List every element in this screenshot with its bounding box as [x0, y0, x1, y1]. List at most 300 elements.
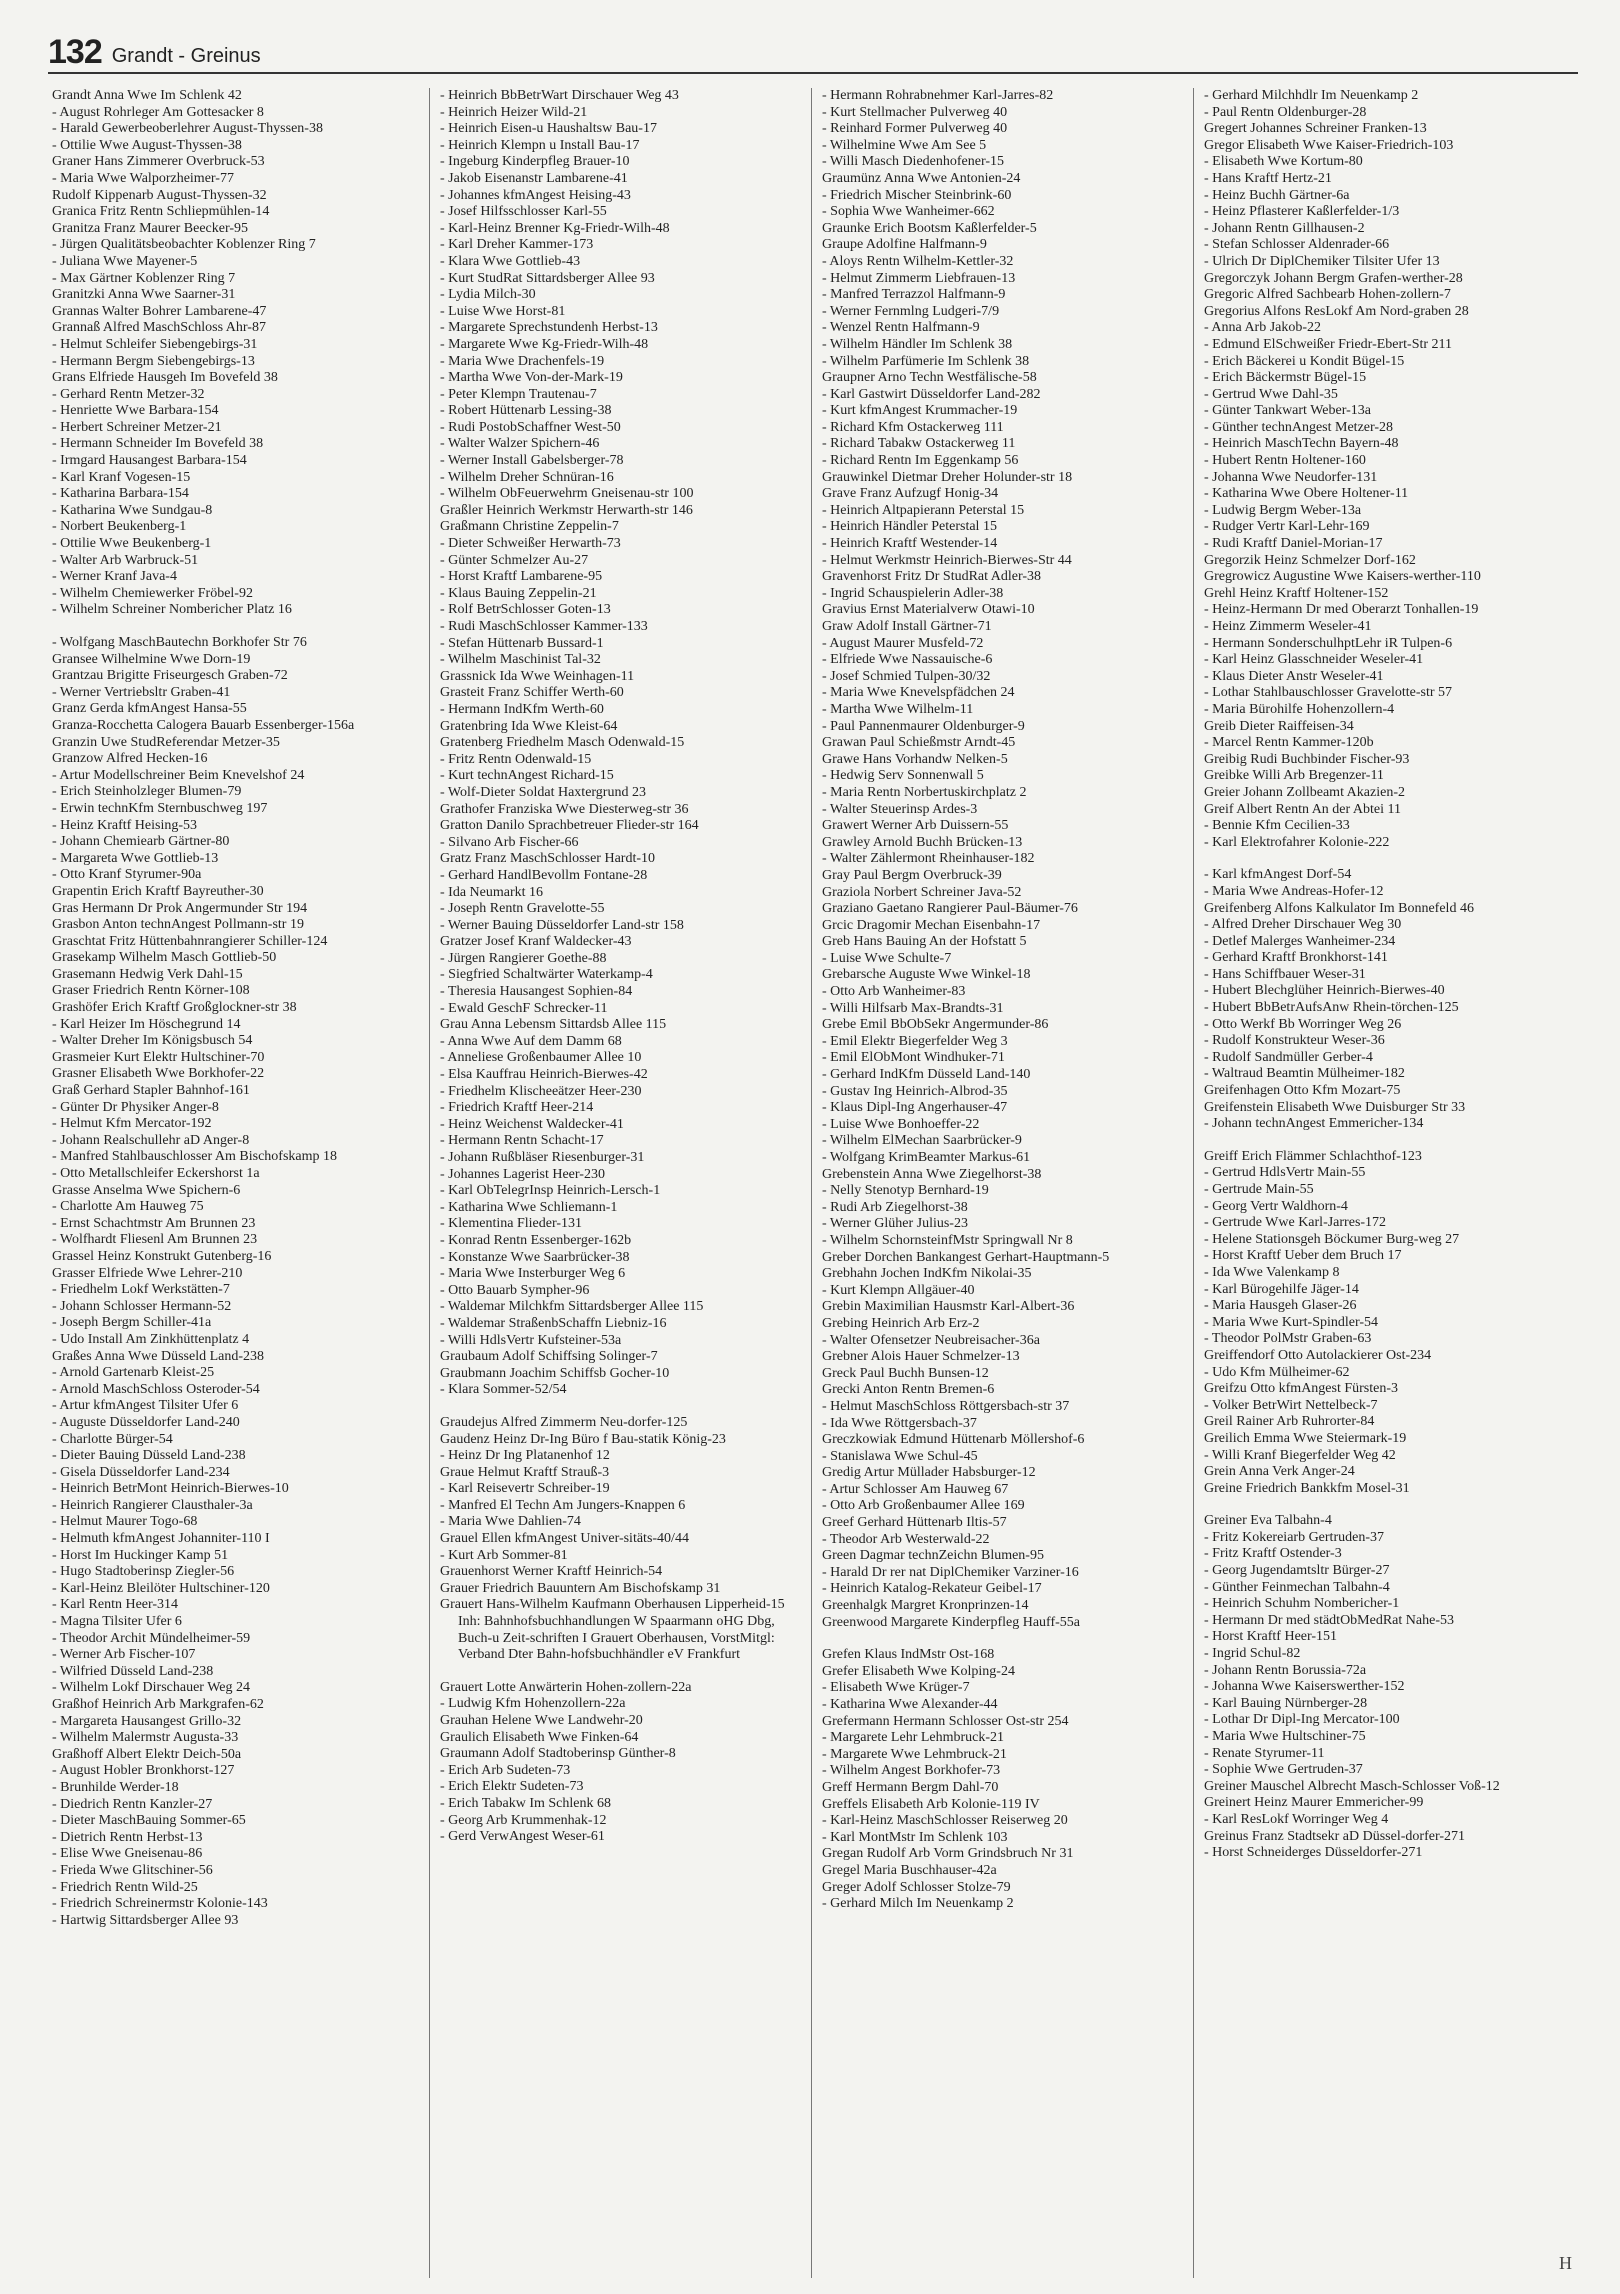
directory-entry: Greiff Erich Flämmer Schlachthof-123	[1204, 1148, 1422, 1164]
directory-entry: Graunke Erich Bootsm Kaßlerfelder-5	[822, 220, 1037, 236]
directory-entry: Granica Fritz Rentn Schliepmühlen-14	[52, 204, 270, 220]
column-3	[812, 88, 1194, 2278]
directory-entry: - Werner Fernmlng Ludgeri-7/9	[822, 303, 1000, 319]
directory-entry: - Charlotte Bürger-54	[52, 1431, 173, 1447]
directory-entry: - Helmut Schleifer Siebengebirgs-31	[52, 336, 258, 352]
directory-entry: - Konstanze Wwe Saarbrücker-38	[440, 1249, 630, 1265]
directory-entry: - Willi Kranf Biegerfelder Weg 42	[1204, 1447, 1396, 1463]
directory-entry: - Wilhelm Dreher Schnüran-16	[440, 469, 614, 485]
directory-entry: - Wilhelm Chemiewerker Fröbel-92	[52, 585, 253, 601]
directory-entry: Graziano Gaetano Rangierer Paul-Bäumer-76	[822, 901, 1078, 917]
directory-entry: - Werner Glüher Julius-23	[822, 1216, 968, 1232]
directory-entry: Greifzu Otto kfmAngest Fürsten-3	[1204, 1381, 1399, 1397]
directory-entry: Greger Adolf Schlosser Stolze-79	[822, 1879, 1011, 1895]
column-2	[430, 88, 812, 2278]
directory-entry: - Elisabeth Wwe Kortum-80	[1204, 154, 1363, 170]
directory-entry: - Rudi Arb Ziegelhorst-38	[822, 1199, 968, 1215]
directory-entry: - Hermann IndKfm Werth-60	[440, 701, 604, 717]
directory-entry: - Johann Rußbläser Riesenburger-31	[440, 1150, 645, 1165]
directory-entry: - Willi HdlsVertr Kufsteiner-53a	[440, 1332, 622, 1348]
directory-entry: Graulich Elisabeth Wwe Finken-64	[440, 1729, 639, 1745]
directory-entry: Gratenbring Ida Wwe Kleist-64	[440, 718, 618, 734]
directory-entry: - Rudolf Konstrukteur Weser-36	[1204, 1033, 1385, 1049]
directory-entry: - Rudi PostobSchaffner West-50	[440, 419, 621, 435]
directory-entry: - Margareta Hausangest Grillo-32	[52, 1713, 242, 1729]
directory-entry: - Ida Wwe Valenkamp 8	[1204, 1264, 1340, 1280]
directory-entry: - Anna Arb Jakob-22	[1204, 320, 1322, 336]
directory-entry: - Elisabeth Wwe Krüger-7	[822, 1680, 970, 1696]
directory-entry: - Heinz Zimmerm Weseler-41	[1204, 619, 1372, 634]
directory-entry: - August Maurer Musfeld-72	[822, 635, 984, 651]
directory-entry: - Kurt Stellmacher Pulverweg 40	[822, 104, 1008, 120]
directory-entry: - Karl Reisevertr Schreiber-19	[440, 1481, 610, 1497]
directory-entry: Grasekamp Wilhelm Masch Gottlieb-50	[52, 950, 277, 966]
directory-entry: - Manfred Terrazzol Halfmann-9	[822, 287, 1006, 303]
directory-entry: - Bennie Kfm Cecilien-33	[1204, 818, 1350, 834]
directory-entry: Grebner Alois Hauer Schmelzer-13	[822, 1349, 1020, 1365]
directory-entry: - Horst Kraftf Heer-151	[1204, 1629, 1338, 1645]
directory-entry: Granzin Uwe StudReferendar Metzer-35	[52, 734, 280, 750]
directory-entry: Grauert Lotte Anwärterin Hohen-zollern-22a	[440, 1679, 692, 1695]
directory-entry: - Henriette Wwe Barbara-154	[52, 403, 219, 419]
directory-entry: Grauel Ellen kfmAngest Univer-sitäts-40/44	[440, 1531, 689, 1547]
directory-entry: - Friedrich Mischer Steinbrink-60	[822, 187, 1012, 203]
directory-entry: Grathofer Franziska Wwe Diesterweg-str 36	[440, 801, 689, 817]
directory-entry: Graubmann Joachim Schiffsb Gocher-10	[440, 1365, 670, 1381]
directory-entry: Grauer Friedrich Bauuntern Am Bischofskamp 31	[440, 1580, 721, 1596]
directory-entry: - Karl Kranf Vogesen-15	[52, 469, 191, 485]
directory-entry: - Hubert Rentn Holtener-160	[1204, 453, 1366, 469]
directory-entry: - Hermann Schneider Im Bovefeld 38	[52, 436, 264, 452]
directory-entry: - Helmut MaschSchloss Röttgersbach-str 37	[822, 1398, 1070, 1414]
directory-entry: - Wilhelm ObFeuerwehrm Gneisenau-str 100	[440, 486, 694, 502]
directory-entry: - Günther technAngest Metzer-28	[1204, 419, 1394, 435]
directory-entry: - Klaus Dieter Anstr Weseler-41	[1204, 668, 1384, 684]
directory-entry: - Georg Vertr Waldhorn-4	[1204, 1198, 1348, 1214]
directory-entry: - Hartwig Sittardsberger Allee 93	[52, 1912, 239, 1928]
directory-entry: - Diedrich Rentn Kanzler-27	[52, 1796, 213, 1812]
directory-entry: Grauert Hans-Wilhelm Kaufmann Oberhausen Lipperheid-15 Inh: Bahnhofsbuchhandlungen W Spaarmann oHG Dbg, Buch-u Zeit-schriften I Grauert Oberhausen, VorstMitgl: Verband Dter Bahn-hofsbuchhändler eV Frankfurt	[440, 1597, 785, 1663]
directory-entry: - Hermann Rentn Schacht-17	[440, 1133, 604, 1149]
directory-entry: - Paul Pannenmaurer Oldenburger-9	[822, 718, 1025, 734]
directory-entry: Grasbon Anton technAngest Pollmann-str 19	[52, 917, 304, 933]
directory-entry: - Kurt Arb Sommer-81	[440, 1547, 568, 1563]
directory-entry: - Irmgard Hausangest Barbara-154	[52, 453, 247, 469]
directory-entry: - Erich Elektr Sudeten-73	[440, 1779, 584, 1795]
directory-entry: Gravenhorst Fritz Dr StudRat Adler-38	[822, 569, 1042, 585]
directory-entry: - Heinrich MaschTechn Bayern-48	[1204, 436, 1399, 452]
directory-entry: - Horst Schneiderges Düsseldorfer-271	[1204, 1845, 1423, 1861]
column-1	[48, 88, 430, 2278]
directory-entry: - Erich Bäckermstr Bügel-15	[1204, 370, 1367, 386]
directory-entry: Granza-Rocchetta Calogera Bauarb Essenberger-156a	[52, 717, 355, 733]
directory-entry: Graue Helmut Kraftf Strauß-3	[440, 1464, 610, 1480]
directory-entry: Grashöfer Erich Kraftf Großglockner-str 38	[52, 1000, 297, 1016]
directory-entry: - Hans Kraftf Hertz-21	[1204, 170, 1332, 186]
directory-entry: - Heinz Weichenst Waldecker-41	[440, 1116, 624, 1132]
directory-entry: - Walter Dreher Im Königsbusch 54	[52, 1033, 253, 1049]
directory-entry: - Waldemar StraßenbSchaffn Liebniz-16	[440, 1315, 667, 1331]
directory-entry: Greb Hans Bauing An der Hofstatt 5	[822, 934, 1027, 950]
directory-entry: - Karl-Heinz Bleilöter Hultschiner-120	[52, 1580, 270, 1596]
directory-entry: Greiner Eva Talbahn-4	[1204, 1513, 1332, 1529]
directory-entry: - Wilhelm Parfümerie Im Schlenk 38	[822, 353, 1030, 369]
directory-entry: Grassel Heinz Konstrukt Gutenberg-16	[52, 1248, 272, 1264]
directory-entry: - Norbert Beukenberg-1	[52, 519, 187, 535]
directory-entry: - Rolf BetrSchlosser Goten-13	[440, 602, 611, 618]
directory-entry: - Heinrich BetrMont Heinrich-Bierwes-10	[52, 1481, 289, 1497]
directory-entry: - Theodor PolMstr Graben-63	[1204, 1331, 1372, 1347]
directory-entry: - Ottilie Wwe Beukenberg-1	[52, 536, 212, 552]
directory-entry: - Otto Arb Großenbaumer Allee 169	[822, 1498, 1025, 1514]
directory-entry: Greine Friedrich Bankkfm Mosel-31	[1204, 1480, 1410, 1496]
directory-entry: - Anna Wwe Auf dem Damm 68	[440, 1033, 622, 1049]
directory-entry: - Georg Arb Krummenhak-12	[440, 1812, 607, 1828]
directory-entry: - Helmut Zimmerm Liebfrauen-13	[822, 270, 1016, 286]
directory-entry: - Udo Kfm Mülheimer-62	[1204, 1364, 1350, 1380]
directory-entry: - Maria Wwe Dahlien-74	[440, 1514, 581, 1530]
directory-entry: - Artur Modellschreiner Beim Knevelshof 24	[52, 767, 305, 783]
directory-entry: Greif Albert Rentn An der Abtei 11	[1204, 801, 1401, 817]
directory-entry: - Gerhard HandlBevollm Fontane-28	[440, 867, 648, 883]
directory-entry: Grecki Anton Rentn Bremen-6	[822, 1382, 995, 1398]
directory-entry: Grannas Walter Bohrer Lambarene-47	[52, 303, 267, 319]
directory-entry: - Josef Hilfsschlosser Karl-55	[440, 204, 607, 220]
directory-entry: - Maria Rentn Norbertuskirchplatz 2	[822, 784, 1027, 800]
directory-entry: - Konrad Rentn Essenberger-162b	[440, 1232, 632, 1248]
directory-entry: - Johanna Wwe Neudorfer-131	[1204, 469, 1378, 485]
directory-entry: Grau Anna Lebensm Sittardsb Allee 115	[440, 1017, 667, 1033]
directory-entry: - Edmund ElSchweißer Friedr-Ebert-Str 211	[1204, 336, 1453, 352]
directory-entry: - Erich Tabakw Im Schlenk 68	[440, 1795, 611, 1811]
directory-entry: Greff Hermann Bergm Dahl-70	[822, 1779, 999, 1795]
directory-entry: - Maria Wwe Hultschiner-75	[1204, 1729, 1366, 1744]
directory-entry: Grawley Arnold Buchh Brücken-13	[822, 834, 1023, 850]
directory-entry: - August Rohrleger Am Gottesacker 8	[52, 104, 264, 120]
directory-entry: - Maria Wwe Kurt-Spindler-54	[1204, 1314, 1379, 1330]
directory-entry: - Rudger Vertr Karl-Lehr-169	[1204, 519, 1370, 535]
directory-entry: - Josef Schmied Tulpen-30/32	[822, 668, 991, 684]
directory-entry: - Heinrich Händler Peterstal 15	[822, 519, 997, 535]
directory-entry: Rudolf Kippenarb August-Thyssen-32	[52, 187, 267, 203]
directory-entry: - Joseph Rentn Gravelotte-55	[440, 901, 605, 917]
directory-entry: Greiner Mauschel Albrecht Masch-Schlosser Voß-12	[1204, 1778, 1500, 1794]
directory-entry: - Stanislawa Wwe Schul-45	[822, 1448, 978, 1464]
directory-entry: - Margarete Wwe Lehmbruck-21	[822, 1746, 1007, 1762]
directory-entry: - Gerhard Kraftf Bronkhorst-141	[1204, 950, 1388, 966]
directory-entry: - Luise Wwe Bonhoeffer-22	[822, 1116, 980, 1132]
directory-entry: - Kurt kfmAngest Krummacher-19	[822, 403, 1018, 419]
directory-entry: Grasemann Hedwig Verk Dahl-15	[52, 966, 243, 982]
directory-entry: - Johann Realschullehr aD Anger-8	[52, 1132, 250, 1148]
directory-entry: - Johann Chemiearb Gärtner-80	[52, 834, 230, 850]
directory-entry: - Günter Schmelzer Au-27	[440, 552, 589, 568]
directory-entry: Greibke Willi Arb Bregenzer-11	[1204, 768, 1384, 784]
directory-entry: Greilich Emma Wwe Steiermark-19	[1204, 1430, 1407, 1446]
directory-entry: - Elise Wwe Gneisenau-86	[52, 1846, 203, 1862]
directory-entry: - Karl Bauing Nürnberger-28	[1204, 1695, 1368, 1711]
directory-entry: Greffels Elisabeth Arb Kolonie-119 IV	[822, 1796, 1040, 1812]
directory-entry: Graw Adolf Install Gärtner-71	[822, 619, 992, 634]
directory-entry: - Wilhelm Maschinist Tal-32	[440, 652, 601, 668]
directory-entry: Gregert Johannes Schreiner Franken-13	[1204, 121, 1427, 137]
directory-entry: - Harald Dr rer nat DiplChemiker Varziner-16	[822, 1564, 1079, 1580]
directory-entry: - Artur Schlosser Am Hauweg 67	[822, 1481, 1009, 1497]
directory-entry: - Auguste Düsseldorfer Land-240	[52, 1414, 240, 1430]
directory-entry: - Luise Wwe Horst-81	[440, 303, 566, 319]
directory-entry: - Hugo Stadtoberinsp Ziegler-56	[52, 1564, 235, 1580]
directory-entry: - Karl ObTelegrInsp Heinrich-Lersch-1	[440, 1183, 661, 1199]
directory-entry: - Günter Dr Physiker Anger-8	[52, 1099, 219, 1115]
directory-entry: Greenwood Margarete Kinderpfleg Hauff-55a	[822, 1614, 1080, 1630]
directory-entry: - Werner Bauing Düsseldorfer Land-str 158	[440, 917, 684, 933]
directory-entry: - Dieter Schweißer Herwarth-73	[440, 536, 621, 552]
directory-entry: - Wenzel Rentn Halfmann-9	[822, 320, 980, 336]
directory-entry: Greber Dorchen Bankangest Gerhart-Hauptmann-5	[822, 1249, 1110, 1265]
directory-entry: - Friedhelm Klischeeätzer Heer-230	[440, 1083, 642, 1099]
directory-entry: - Charlotte Am Hauweg 75	[52, 1199, 204, 1215]
directory-entry: Graupe Adolfine Halfmann-9	[822, 237, 987, 253]
directory-entry: Gregan Rudolf Arb Vorm Grindsbruch Nr 31	[822, 1846, 1074, 1862]
directory-entry: - Friedrich Rentn Wild-25	[52, 1879, 198, 1895]
directory-entry: Grehl Heinz Kraftf Holtener-152	[1204, 585, 1389, 601]
directory-entry: - Werner Kranf Java-4	[52, 569, 177, 585]
directory-entry: - Gustav Ing Heinrich-Albrod-35	[822, 1083, 1008, 1099]
directory-entry: Greibig Rudi Buchbinder Fischer-93	[1204, 751, 1410, 767]
directory-entry: - Klara Sommer-52/54	[440, 1382, 567, 1398]
directory-entry: - Johann Rentn Gillhausen-2	[1204, 220, 1365, 236]
directory-entry: - Walter Ofensetzer Neubreisacher-36a	[822, 1332, 1040, 1348]
directory-entry: - Wilhelm Händler Im Schlenk 38	[822, 336, 1013, 352]
directory-entry: Graupner Arno Techn Westfälische-58	[822, 370, 1037, 386]
directory-entry: - Robert Hüttenarb Lessing-38	[440, 403, 612, 419]
directory-entry: Grauenhorst Werner Kraftf Heinrich-54	[440, 1564, 663, 1580]
directory-entry: Grans Elfriede Hausgeh Im Bovefeld 38	[52, 370, 278, 386]
directory-entry: - Aloys Rentn Wilhelm-Kettler-32	[822, 253, 1014, 269]
directory-entry: - Karl Heinz Glasschneider Weseler-41	[1204, 652, 1424, 668]
directory-entry: - Max Gärtner Koblenzer Ring 7	[52, 270, 236, 286]
directory-entry: Grebin Maximilian Hausmstr Karl-Albert-36	[822, 1299, 1075, 1315]
directory-entry: - Margarete Wwe Kg-Friedr-Wilh-48	[440, 336, 649, 352]
directory-entry: - Maria Wwe Walporzheimer-77	[52, 170, 234, 186]
directory-entry: - Dieter Bauing Düsseld Land-238	[52, 1448, 246, 1464]
directory-entry: - Ida Neumarkt 16	[440, 884, 544, 900]
directory-entry: - Johann Rentn Borussia-72a	[1204, 1662, 1367, 1678]
directory-entry: - Sophia Wwe Wanheimer-662	[822, 204, 995, 220]
directory-entry: - Heinrich Klempn u Install Bau-17	[440, 137, 640, 153]
directory-entry: Granitza Franz Maurer Beecker-95	[52, 220, 249, 236]
directory-entry: Greier Johann Zollbeamt Akazien-2	[1204, 784, 1405, 800]
directory-entry: - Nelly Stenotyp Bernhard-19	[822, 1183, 989, 1199]
directory-entry: - Johann Schlosser Hermann-52	[52, 1298, 232, 1314]
directory-entry: - Udo Install Am Zinkhüttenplatz 4	[52, 1331, 250, 1347]
directory-entry: - Wilhelm Schreiner Nombericher Platz 16	[52, 602, 292, 618]
directory-entry: Graßler Heinrich Werkmstr Herwarth-str 146	[440, 502, 693, 518]
directory-entry: - Lothar Stahlbauschlosser Gravelotte-str 57	[1204, 685, 1453, 701]
directory-entry: Grauhan Helene Wwe Landwehr-20	[440, 1713, 643, 1728]
directory-entry: - Ingeburg Kinderpfleg Brauer-10	[440, 154, 630, 170]
directory-entry: - Silvano Arb Fischer-66	[440, 834, 579, 850]
directory-entry: Gregel Maria Buschhauser-42a	[822, 1862, 997, 1878]
directory-entry: Gransee Wilhelmine Wwe Dorn-19	[52, 651, 251, 667]
directory-entry: - Willi Hilfsarb Max-Brandts-31	[822, 1000, 1004, 1016]
directory-entry: Grasteit Franz Schiffer Werth-60	[440, 685, 624, 701]
directory-entry: - Helmut Maurer Togo-68	[52, 1514, 198, 1530]
directory-entry: - Detlef Malerges Wanheimer-234	[1204, 933, 1396, 949]
directory-entry: Greifenhagen Otto Kfm Mozart-75	[1204, 1083, 1401, 1099]
directory-entry: Grebhahn Jochen IndKfm Nikolai-35	[822, 1266, 1032, 1282]
directory-entry: Greef Gerhard Hüttenarb Iltis-57	[822, 1515, 1007, 1531]
directory-entry: Graßes Anna Wwe Düsseld Land-238	[52, 1348, 265, 1364]
directory-entry: Grefer Elisabeth Wwe Kolping-24	[822, 1663, 1015, 1679]
directory-entry: - Johann technAngest Emmericher-134	[1204, 1116, 1424, 1132]
directory-entry: - Fritz Kokereiarb Gertruden-37	[1204, 1529, 1384, 1545]
directory-entry: - Karl-Heinz Brenner Kg-Friedr-Wilh-48	[440, 220, 670, 236]
directory-entry: Graßhoff Albert Elektr Deich-50a	[52, 1746, 242, 1762]
directory-entry: - Richard Tabakw Ostackerweg 11	[822, 436, 1016, 452]
directory-entry: - Maria Bürohilfe Hohenzollern-4	[1204, 701, 1395, 717]
directory-entry: - Katharina Barbara-154	[52, 486, 189, 502]
directory-entry: - Maria Wwe Andreas-Hofer-12	[1204, 883, 1384, 899]
directory-entry: - Klementina Flieder-131	[440, 1216, 583, 1232]
directory-entry: - Otto Kranf Styrumer-90a	[52, 867, 202, 883]
directory-entry: - Stefan Hüttenarb Bussard-1	[440, 635, 604, 651]
directory-entry: - August Hobler Bronkhorst-127	[52, 1763, 235, 1779]
directory-entry: - Walter Steuerinsp Ardes-3	[822, 801, 978, 817]
directory-entry: - Martha Wwe Wilhelm-11	[822, 701, 974, 717]
directory-entry: - Manfred Stahlbauschlosser Am Bischofskamp 18	[52, 1149, 338, 1165]
directory-entry: - Maria Wwe Knevelspfädchen 24	[822, 685, 1015, 701]
directory-entry: Gregorzik Heinz Schmelzer Dorf-162	[1204, 552, 1416, 568]
directory-entry: - Reinhard Former Pulverweg 40	[822, 121, 1008, 137]
directory-entry: - Helmut Werkmstr Heinrich-Bierwes-Str 44	[822, 552, 1072, 568]
directory-entry: - Theodor Arb Westerwald-22	[822, 1531, 990, 1547]
directory-entry: - Dieter MaschBauing Sommer-65	[52, 1813, 246, 1829]
directory-entry: - Heinz Kraftf Heising-53	[52, 817, 198, 833]
directory-entry: - Hermann Bergm Siebengebirgs-13	[52, 353, 255, 369]
directory-entry: - Manfred El Techn Am Jungers-Knappen 6	[440, 1497, 686, 1513]
directory-entry: - Heinz Buchh Gärtner-6a	[1204, 187, 1350, 203]
directory-entry: - Heinz Dr Ing Platanenhof 12	[440, 1448, 610, 1464]
directory-entry: - Karl MontMstr Im Schlenk 103	[822, 1829, 1008, 1845]
directory-entry: Gregorczyk Johann Bergm Grafen-werther-28	[1204, 270, 1463, 286]
directory-entry: Granzow Alfred Hecken-16	[52, 751, 208, 767]
directory-entry: - Horst Im Huckinger Kamp 51	[52, 1547, 229, 1563]
directory-entry: - Johannes kfmAngest Heising-43	[440, 187, 631, 203]
directory-entry: - Arnold Gartenarb Kleist-25	[52, 1365, 215, 1381]
directory-entry: - Klara Wwe Gottlieb-43	[440, 253, 581, 269]
directory-entry: Graßhof Heinrich Arb Markgrafen-62	[52, 1697, 264, 1712]
directory-entry: - Werner Vertriebsltr Graben-41	[52, 684, 231, 700]
directory-entry: - Karl kfmAngest Dorf-54	[1204, 867, 1352, 883]
directory-entry: - Otto Bauarb Sympher-96	[440, 1282, 590, 1298]
directory-entry: Grassnick Ida Wwe Weinhagen-11	[440, 668, 635, 684]
directory-entry: - Magna Tilsiter Ufer 6	[52, 1614, 182, 1630]
directory-entry: Graubaum Adolf Schiffsing Solinger-7	[440, 1349, 658, 1365]
directory-entry: Grawert Werner Arb Duissern-55	[822, 818, 1009, 834]
directory-entry: - Emil Elektr Biegerfelder Weg 3	[822, 1033, 1008, 1049]
directory-entry: - Klaus Bauing Zeppelin-21	[440, 585, 597, 601]
directory-entry: Graner Hans Zimmerer Overbruck-53	[52, 154, 265, 170]
directory-columns	[48, 88, 1578, 2278]
directory-entry: - Anneliese Großenbaumer Allee 10	[440, 1050, 642, 1066]
directory-entry: Greifenberg Alfons Kalkulator Im Bonnefeld 46	[1204, 900, 1474, 916]
directory-entry: - Wolfgang MaschBautechn Borkhofer Str 76	[52, 635, 307, 650]
directory-entry: - Volker BetrWirt Nettelbeck-7	[1204, 1397, 1378, 1413]
directory-entry: - Lydia Milch-30	[440, 287, 536, 303]
directory-entry: - Alfred Dreher Dirschauer Weg 30	[1204, 917, 1402, 933]
directory-entry: - Martha Wwe Von-der-Mark-19	[440, 370, 623, 386]
directory-entry: - Luise Wwe Schulte-7	[822, 950, 952, 966]
directory-entry: - Klaus Dipl-Ing Angerhauser-47	[822, 1100, 1008, 1116]
directory-entry: - Hermann SonderschulhptLehr iR Tulpen-6	[1204, 635, 1453, 651]
directory-entry: - Maria Wwe Drachenfels-19	[440, 353, 605, 369]
directory-entry: - Theresia Hausangest Sophien-84	[440, 984, 633, 1000]
directory-entry: Gratz Franz MaschSchlosser Hardt-10	[440, 851, 655, 867]
directory-entry: Greczkowiak Edmund Hüttenarb Möllershof-6	[822, 1432, 1085, 1448]
directory-entry: Gras Hermann Dr Prok Angermunder Str 194	[52, 900, 308, 916]
directory-entry: - Karl Gastwirt Düsseldorfer Land-282	[822, 386, 1041, 402]
directory-entry: - Jürgen Rangierer Goethe-88	[440, 950, 607, 966]
directory-entry: - Gerd VerwAngest Weser-61	[440, 1829, 605, 1845]
directory-entry: - Heinrich Katalog-Rekateur Geibel-17	[822, 1581, 1042, 1597]
directory-entry: - Marcel Rentn Kammer-120b	[1204, 735, 1374, 751]
directory-entry: Graß Gerhard Stapler Bahnhof-161	[52, 1083, 250, 1099]
directory-entry: - Brunhilde Werder-18	[52, 1779, 179, 1795]
directory-entry: - Theodor Archit Mündelheimer-59	[52, 1630, 251, 1646]
directory-entry: - Kurt StudRat Sittardsberger Allee 93	[440, 270, 655, 286]
page-header	[48, 30, 1578, 74]
directory-entry: - Karl Elektrofahrer Kolonie-222	[1204, 834, 1390, 850]
directory-entry: Grebenstein Anna Wwe Ziegelhorst-38	[822, 1166, 1042, 1182]
directory-entry: - Günter Tankwart Weber-13a	[1204, 403, 1371, 419]
column-4	[1194, 88, 1576, 2278]
directory-entry: - Richard Rentn Im Eggenkamp 56	[822, 453, 1019, 469]
directory-entry: - Karl ResLokf Worringer Weg 4	[1204, 1811, 1389, 1827]
directory-entry: - Karl-Heinz MaschSchlosser Reiserweg 20	[822, 1813, 1068, 1829]
directory-entry: - Friedrich Schreinermstr Kolonie-143	[52, 1896, 268, 1912]
directory-entry: - Fritz Kraftf Ostender-3	[1204, 1546, 1342, 1562]
directory-entry: - Peter Klempn Trautenau-7	[440, 386, 597, 402]
directory-entry: Grantzau Brigitte Friseurgesch Graben-72	[52, 668, 288, 684]
directory-entry: Graschtat Fritz Hüttenbahnrangierer Schiller-124	[52, 933, 328, 949]
directory-entry: - Wolfgang KrimBeamter Markus-61	[822, 1150, 1031, 1165]
directory-entry: - Herbert Schreiner Metzer-21	[52, 419, 222, 435]
corner-mark: H	[1559, 2253, 1572, 2273]
directory-entry: - Günther Feinmechan Talbahn-4	[1204, 1579, 1390, 1595]
directory-entry: Grebing Heinrich Arb Erz-2	[822, 1315, 980, 1331]
directory-entry: - Hans Schiffbauer Weser-31	[1204, 966, 1366, 982]
directory-entry: - Willi Masch Diedenhofener-15	[822, 154, 1005, 170]
directory-entry: - Helene Stationsgeh Böckumer Burg-weg 27	[1204, 1231, 1460, 1247]
directory-entry: - Richard Kfm Ostackerweg 111	[822, 419, 1004, 435]
directory-entry: - Otto Metallschleifer Eckershorst 1a	[52, 1166, 260, 1181]
directory-entry: - Gertrud HdlsVertr Main-55	[1204, 1165, 1366, 1181]
directory-entry: - Ludwig Bergm Weber-13a	[1204, 502, 1362, 518]
directory-entry: - Wilhelm SchornsteinfMstr Springwall Nr 8	[822, 1232, 1073, 1248]
directory-entry: - Gertrude Main-55	[1204, 1182, 1314, 1197]
directory-entry: Grasser Elfriede Wwe Lehrer-210	[52, 1265, 243, 1281]
directory-entry: - Kurt technAngest Richard-15	[440, 768, 614, 784]
directory-entry: - Gertrude Wwe Karl-Jarres-172	[1204, 1215, 1387, 1231]
directory-entry: - Stefan Schlosser Aldenrader-66	[1204, 237, 1390, 253]
directory-entry: - Hedwig Serv Sonnenwall 5	[822, 768, 984, 784]
running-head: Grandt - Greinus	[111, 45, 261, 67]
directory-entry: Greenhalgk Margret Kronprinzen-14	[822, 1598, 1029, 1614]
directory-entry: - Waltraud Beamtin Mülheimer-182	[1204, 1066, 1405, 1082]
directory-entry: - Renate Styrumer-11	[1204, 1745, 1325, 1761]
directory-entry: - Heinrich Heizer Wild-21	[440, 104, 588, 120]
